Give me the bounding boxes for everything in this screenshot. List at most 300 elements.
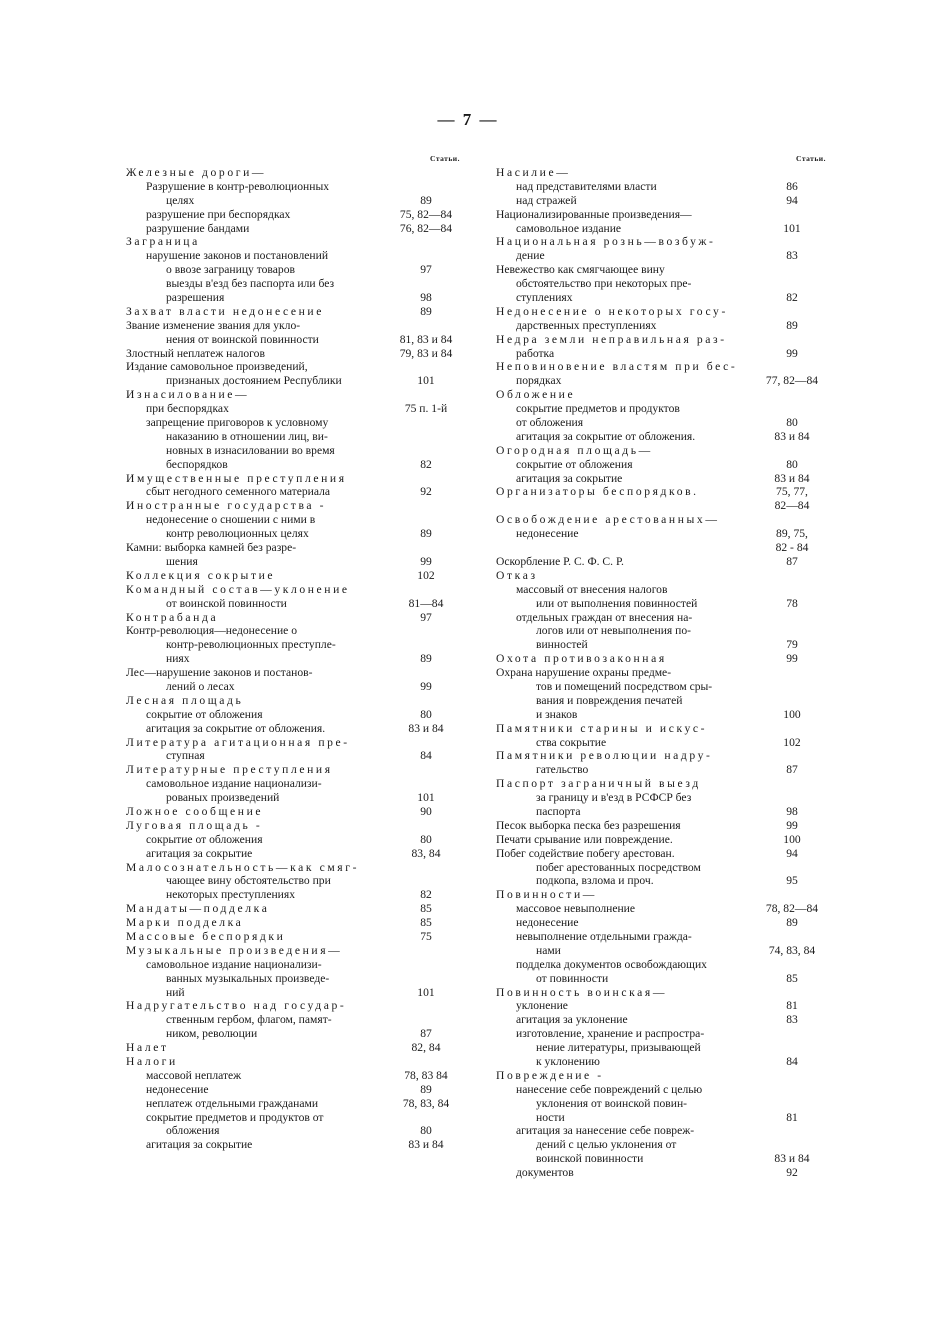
index-entry <box>126 916 460 930</box>
article-number: 100 <box>783 707 801 721</box>
entry-heading: Литература агитационная пре- <box>126 735 350 749</box>
entry-text: агитация за нанесение себе повреж- <box>516 1124 695 1138</box>
entry-text: вания и повреждения печатей <box>536 693 683 707</box>
article-number: 89 <box>420 652 432 666</box>
entry-text: работка <box>516 346 555 360</box>
article-number: 99 <box>420 679 432 693</box>
entry-text: от повинности <box>536 971 609 985</box>
index-entry <box>496 1138 826 1152</box>
article-number: 83 и 84 <box>774 1152 810 1166</box>
article-number: 83, 84 <box>411 846 441 860</box>
entry-text: самовольное издание <box>516 221 622 235</box>
article-number: 84 <box>786 1055 798 1068</box>
index-entry <box>126 652 460 666</box>
index-entry <box>126 972 460 986</box>
entry-heading: Паспорт заграничный выезд <box>496 777 701 791</box>
article-number: 89, 75, <box>776 527 808 541</box>
entry-text: или от выполнения повинностей <box>536 596 698 610</box>
index-entry <box>496 916 826 930</box>
index-entry <box>496 777 826 791</box>
index-entry <box>126 999 460 1013</box>
entry-text: нение литературы, призывающей <box>536 1041 701 1055</box>
index-entry <box>126 777 460 791</box>
index-entry <box>496 347 826 361</box>
article-number: 94 <box>786 193 798 207</box>
index-entry <box>496 541 826 555</box>
index-entry <box>496 652 826 666</box>
index-entry <box>496 902 826 916</box>
index-entry <box>126 374 460 388</box>
article-number: 82 - 84 <box>775 541 809 555</box>
entry-text: Контр-революция—недонесение о <box>126 624 298 638</box>
index-entry <box>496 888 826 902</box>
entry-text: самовольное издание национализи- <box>146 777 322 791</box>
entry-heading: Музыкальные произведения— <box>126 943 343 957</box>
index-entry <box>496 1055 826 1069</box>
article-number: 78, 83 84 <box>404 1068 448 1082</box>
index-entry <box>496 1041 826 1055</box>
index-entry <box>496 749 826 763</box>
entry-text: Разрушение в контр-революционных <box>146 179 330 193</box>
article-number: 78 <box>786 596 798 610</box>
index-entry <box>126 180 460 194</box>
article-number: 83 и 84 <box>408 1138 444 1152</box>
index-entry <box>126 235 460 249</box>
entry-text: ственным гербом, флагом, памят- <box>166 1013 332 1027</box>
left-column <box>126 152 460 1152</box>
index-entry <box>126 944 460 958</box>
entry-text: шения <box>166 554 198 568</box>
index-entry <box>126 763 460 777</box>
entry-text: чающее вину обстоятельство при <box>166 874 331 888</box>
article-number: 76, 82—84 <box>399 221 453 235</box>
entry-text: разрушение бандами <box>146 221 250 235</box>
entry-text: контр-революционных преступле- <box>166 638 336 652</box>
index-entry <box>496 694 826 708</box>
article-number: 89 <box>420 1082 432 1096</box>
entry-text: нарушение законов и постановлений <box>146 249 329 263</box>
article-number: 90 <box>420 804 432 818</box>
entry-text: ступлениях <box>516 291 573 305</box>
index-entry <box>126 874 460 888</box>
entry-heading: Железные дороги— <box>126 166 267 179</box>
right-column <box>496 152 826 1180</box>
article-number: 83 и 84 <box>774 429 810 443</box>
entry-heading: Заграница <box>126 235 200 249</box>
index-entry <box>126 347 460 361</box>
index-entry <box>496 597 826 611</box>
entry-text: ства сокрытие <box>536 735 607 749</box>
index-entry <box>126 694 460 708</box>
index-entry <box>496 360 826 374</box>
article-number: 97 <box>420 610 432 624</box>
entry-heading: Луговая площадь - <box>126 818 263 832</box>
article-number: 89 <box>420 527 432 541</box>
index-entry <box>496 1097 826 1111</box>
entry-text: Издание самовольное произведений, <box>126 360 308 374</box>
column-header: Статьи. <box>430 154 460 163</box>
index-entry <box>126 1111 460 1125</box>
index-entry <box>126 1138 460 1152</box>
article-number: 74, 83, 84 <box>768 943 816 957</box>
article-number: 99 <box>786 818 798 832</box>
entry-text: и знаков <box>536 707 578 721</box>
entry-text: ниях <box>166 652 190 666</box>
entry-heading: Массовые беспорядки <box>126 929 286 943</box>
index-entry <box>126 291 460 305</box>
article-number: 99 <box>786 652 798 666</box>
article-number: 81 <box>786 999 798 1013</box>
entry-heading: Налет <box>126 1041 169 1055</box>
index-entry <box>496 819 826 833</box>
entry-text: Охрана нарушение охраны предме- <box>496 666 672 680</box>
entry-text: Камни: выборка камней без разре- <box>126 541 297 555</box>
entry-text: дений с целью уклонения от <box>536 1138 677 1152</box>
index-entry <box>126 958 460 972</box>
index-entry <box>496 736 826 750</box>
entry-text: агитация за сокрытие <box>516 471 623 485</box>
index-entry <box>496 166 826 180</box>
entry-text: беспорядков <box>166 457 228 471</box>
index-entry <box>496 222 826 236</box>
index-entry <box>496 513 826 527</box>
entry-text: от обложения <box>516 416 584 430</box>
index-entry <box>126 1124 460 1138</box>
article-number: 79, 83 и 84 <box>399 346 453 360</box>
entry-heading: Неповиновение властям при бес- <box>496 360 738 374</box>
article-number: 101 <box>783 221 801 235</box>
index-entry <box>126 680 460 694</box>
article-number: 92 <box>420 485 432 499</box>
index-entry <box>126 722 460 736</box>
entry-text: признаных достоянием Республики <box>166 374 342 388</box>
entry-text: Звание изменение звания для укло- <box>126 318 301 332</box>
index-entry <box>496 930 826 944</box>
index-entry <box>126 208 460 222</box>
index-entry <box>496 555 826 569</box>
entry-text: при беспорядках <box>146 402 229 416</box>
entry-text: уклонение <box>516 999 568 1013</box>
entry-heading: Повинности— <box>496 888 597 902</box>
index-entry <box>496 1111 826 1125</box>
index-entry <box>126 249 460 263</box>
article-number: 75, 82—84 <box>399 207 453 221</box>
index-entry <box>496 1152 826 1166</box>
article-number: 75, 77, <box>776 485 808 499</box>
article-number: 77, 82—84 <box>765 374 819 388</box>
index-entry <box>126 1069 460 1083</box>
entry-text: воинской повинности <box>536 1152 644 1166</box>
index-entry <box>126 527 460 541</box>
entry-heading: Национальная рознь—возбуж- <box>496 235 716 249</box>
entry-heading: Повреждение - <box>496 1068 604 1082</box>
entry-text: Злостный неплатеж налогов <box>126 346 265 360</box>
entry-heading: Захват власти недонесение <box>126 304 324 318</box>
index-entry <box>496 611 826 625</box>
article-number: 101 <box>417 791 435 805</box>
index-entry <box>126 833 460 847</box>
index-entry <box>126 861 460 875</box>
index-entry <box>496 235 826 249</box>
article-number: 83 и 84 <box>408 721 444 735</box>
entry-text: Лес—нарушение законов и постанов- <box>126 666 313 680</box>
article-number: 81, 83 и 84 <box>399 332 453 346</box>
entry-text: побег арестованных посредством <box>536 860 701 874</box>
entry-text: ванных музыкальных произведе- <box>166 971 330 985</box>
index-entry <box>126 472 460 486</box>
index-entry <box>496 291 826 305</box>
article-number: 83 <box>786 249 798 263</box>
entry-text: логов или от невыполнения по- <box>536 624 692 638</box>
article-number: 89 <box>786 916 798 930</box>
article-number: 82—84 <box>774 499 810 513</box>
entry-text: Национализированные произведения— <box>496 207 692 221</box>
article-number: 95 <box>786 874 798 888</box>
article-number: 80 <box>420 832 432 846</box>
entry-heading: Иностранные государства - <box>126 499 327 513</box>
article-number: 87 <box>786 554 798 568</box>
article-number: 89 <box>420 193 432 207</box>
index-entry <box>496 263 826 277</box>
index-entry <box>126 638 460 652</box>
index-entry <box>496 499 826 513</box>
index-entry <box>126 194 460 208</box>
entry-text: недонесение <box>516 527 579 541</box>
index-entry <box>496 624 826 638</box>
article-number: 82 <box>420 888 432 902</box>
entry-text: нами <box>536 943 561 957</box>
index-entry <box>126 541 460 555</box>
index-entry <box>126 888 460 902</box>
article-number: 80 <box>786 457 798 471</box>
index-entry <box>126 555 460 569</box>
index-entry <box>126 819 460 833</box>
entry-text: сбыт негодного семенного материала <box>146 485 331 499</box>
index-entry <box>496 874 826 888</box>
entry-text: сокрытие от обложения <box>516 457 633 471</box>
entry-text: самовольное издание национализи- <box>146 957 322 971</box>
entry-text: массовый от внесения налогов <box>516 582 668 596</box>
article-number: 78, 83, 84 <box>402 1096 450 1110</box>
article-number: 97 <box>420 263 432 277</box>
index-entry <box>126 277 460 291</box>
article-number: 87 <box>786 763 798 777</box>
index-entry <box>126 416 460 430</box>
entry-heading: Коллекция сокрытие <box>126 568 276 582</box>
index-entry <box>496 1027 826 1041</box>
index-entry <box>496 833 826 847</box>
index-entry <box>496 999 826 1013</box>
entry-heading: Недра земли неправильная раз- <box>496 332 727 346</box>
entry-text: от воинской повинности <box>166 596 287 610</box>
entry-text: неплатеж отдельными гражданами <box>146 1096 319 1110</box>
index-entry <box>496 430 826 444</box>
index-entry <box>126 847 460 861</box>
entry-text: агитация за сокрытие <box>146 1138 253 1152</box>
index-entry <box>496 986 826 1000</box>
entry-heading: Памятники старины и искус- <box>496 721 708 735</box>
index-entry <box>496 444 826 458</box>
index-entry <box>126 513 460 527</box>
article-number: 81—84 <box>408 596 444 610</box>
entry-heading: Мандаты—подделка <box>126 902 270 916</box>
entry-text: сокрытие предметов и продуктов <box>516 402 680 416</box>
article-number: 101 <box>417 374 435 388</box>
index-entry <box>496 402 826 416</box>
entry-text: гательство <box>536 763 589 777</box>
article-number: 75 <box>420 929 432 943</box>
entry-text: сокрытие предметов и продуктов от <box>146 1110 324 1124</box>
index-entry <box>126 1055 460 1069</box>
entry-heading: Памятники революции надру- <box>496 749 713 763</box>
article-number: 94 <box>786 846 798 860</box>
entry-heading: Литературные преступления <box>126 763 333 777</box>
right-entries <box>496 166 826 1180</box>
entry-text: массовой неплатеж <box>146 1068 242 1082</box>
index-entry <box>496 1083 826 1097</box>
index-entry <box>126 222 460 236</box>
entry-text: массовое невыполнение <box>516 902 636 916</box>
entry-text: агитация за сокрытие <box>146 846 253 860</box>
entry-heading: Огородная площадь— <box>496 443 653 457</box>
index-entry <box>126 388 460 402</box>
index-entry <box>126 624 460 638</box>
index-entry <box>126 430 460 444</box>
index-entry <box>126 1041 460 1055</box>
entry-text: сокрытие от обложения <box>146 707 263 721</box>
article-number: 84 <box>420 749 432 763</box>
article-number: 85 <box>420 902 432 916</box>
entry-text: разрушение при беспорядках <box>146 207 291 221</box>
index-entry <box>496 1124 826 1138</box>
index-entry <box>496 861 826 875</box>
index-entry <box>496 944 826 958</box>
article-number: 89 <box>786 318 798 332</box>
entry-text: некоторых преступлениях <box>166 888 295 902</box>
entry-heading: Недонесение о некоторых госу- <box>496 304 728 318</box>
index-entry <box>126 791 460 805</box>
index-entry <box>126 597 460 611</box>
entry-text: винностей <box>536 638 588 652</box>
article-number: 100 <box>783 832 801 846</box>
entry-text: ний <box>166 985 185 999</box>
index-entry <box>496 972 826 986</box>
entry-heading: Контрабанда <box>126 610 219 624</box>
index-entry <box>126 708 460 722</box>
entry-text: Песок выборка песка без разрешения <box>496 818 681 832</box>
entry-heading: Повинность воинская— <box>496 985 668 999</box>
index-entry <box>126 611 460 625</box>
entry-text: запрещение приговоров к условному <box>146 416 329 430</box>
entry-text: наказанию в отношении лиц, ви- <box>166 429 328 443</box>
index-entry <box>496 666 826 680</box>
entry-heading: Организаторы беспорядков. <box>496 485 699 499</box>
entry-text: отдельных граждан от внесения на- <box>516 610 693 624</box>
entry-text: Оскорбление Р. С. Ф. С. Р. <box>496 554 624 568</box>
article-number: 86 <box>786 179 798 193</box>
index-entry <box>126 1027 460 1041</box>
entry-text: нения от воинской повинности <box>166 332 319 346</box>
entry-heading: Отказ <box>496 568 538 582</box>
entry-text: недонесение <box>516 916 579 930</box>
index-entry <box>126 902 460 916</box>
entry-heading: Освобождение арестованных— <box>496 513 720 527</box>
entry-text: к уклонению <box>536 1055 600 1068</box>
index-entry <box>496 194 826 208</box>
index-entry <box>496 527 826 541</box>
entry-heading: Охота противозаконная <box>496 652 667 666</box>
entry-heading: Ложное сообщение <box>126 804 264 818</box>
index-entry <box>496 249 826 263</box>
entry-text: выезды в'езд без паспорта или без <box>166 277 335 291</box>
entry-heading: Имущественные преступления <box>126 471 347 485</box>
entry-heading: Налоги <box>126 1055 178 1068</box>
index-entry <box>496 208 826 222</box>
article-number: 83 <box>786 1013 798 1027</box>
index-entry <box>496 958 826 972</box>
entry-text: обстоятельство при некоторых пре- <box>516 277 692 291</box>
index-entry <box>126 458 460 472</box>
entry-text: сокрытие от обложения <box>146 832 263 846</box>
index-entry <box>126 583 460 597</box>
article-number: 98 <box>786 804 798 818</box>
entry-text: нанесение себе повреждений с целью <box>516 1082 703 1096</box>
article-number: 89 <box>420 304 432 318</box>
index-entry <box>496 805 826 819</box>
entry-text: над представителями власти <box>516 179 657 193</box>
index-entry <box>496 583 826 597</box>
entry-heading: Лесная площадь <box>126 693 244 707</box>
article-number: 79 <box>786 638 798 652</box>
article-number: 82 <box>420 457 432 471</box>
entry-text: агитация за уклонение <box>516 1013 628 1027</box>
article-number: 80 <box>420 1124 432 1138</box>
article-number: 85 <box>786 971 798 985</box>
index-entry <box>496 708 826 722</box>
article-number: 75 п. 1-й <box>404 402 448 416</box>
index-entry <box>496 485 826 499</box>
article-number: 92 <box>786 1166 798 1180</box>
entry-heading: Надругательство над государ- <box>126 999 347 1013</box>
article-number: 82 <box>786 291 798 305</box>
entry-text: тов и помещений посредством сры- <box>536 679 713 693</box>
index-entry <box>126 333 460 347</box>
index-entry <box>126 1013 460 1027</box>
index-entry <box>496 847 826 861</box>
article-number: 102 <box>417 568 435 582</box>
index-entry <box>496 638 826 652</box>
index-entry <box>126 930 460 944</box>
index-entry <box>126 736 460 750</box>
article-number: 78, 82—84 <box>765 902 819 916</box>
index-entry <box>496 791 826 805</box>
left-entries <box>126 166 460 1152</box>
entry-text: новных в изнасиловании во время <box>166 443 335 457</box>
entry-text: недонесение <box>146 1082 209 1096</box>
index-entry <box>126 402 460 416</box>
article-number: 80 <box>786 416 798 430</box>
index-entry <box>496 458 826 472</box>
index-entry <box>496 333 826 347</box>
entry-text: подкопа, взлома и проч. <box>536 874 654 888</box>
index-entry <box>496 374 826 388</box>
index-entry <box>496 319 826 333</box>
index-entry <box>126 1083 460 1097</box>
entry-text: агитация за сокрытие от обложения. <box>146 721 326 735</box>
article-number: 98 <box>420 291 432 305</box>
article-number: 80 <box>420 707 432 721</box>
index-entry <box>496 388 826 402</box>
